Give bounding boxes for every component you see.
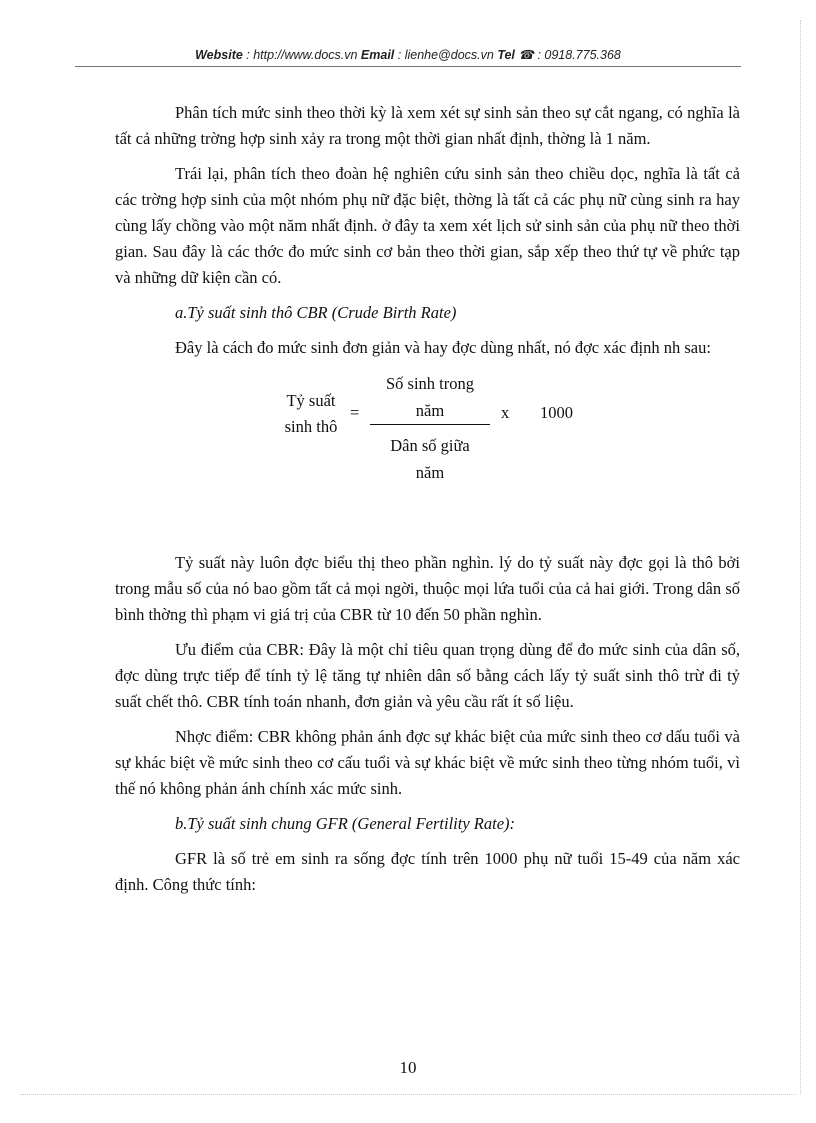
formula-numerator-line1: Số sinh trong [385,374,474,393]
formula-denominator-line2: năm [415,463,445,482]
paragraph-cohort-analysis: Trái lại, phân tích theo đoàn hệ nghiên cứu sinh sản theo chiều dọc, nghĩa là tất cả các trờng hợp sinh của một nhóm phụ nữ đặc biệt, thờng là tất cả các phụ nữ cùng sinh ra hay cùng lấy chồng vào một năm nhất định. ở đây ta xem xét lịch sử sinh sản của phụ nữ theo thời gian. Sau đây là các thớc đo mức sinh cơ bản theo thời gian, sắp xếp theo thứ tự về phức tạp và những dữ kiện cần có. [115,164,740,287]
formula-label-line1: Tỷ suất [286,391,336,410]
heading-cbr: a.Tỷ suất sinh thô CBR (Crude Birth Rate) [175,303,457,322]
website-label: Website [195,48,243,62]
formula-label [275,388,347,440]
formula-equals: = [350,403,360,422]
formula-numerator-line2: năm [415,401,445,420]
formula-denominator [370,432,490,486]
document-body [115,100,740,907]
page-edge-right [800,20,801,1094]
page-edge-bottom [20,1094,796,1095]
website-url[interactable]: : http://www.docs.vn [242,48,361,62]
email-label: Email [360,48,395,62]
header-divider [75,66,741,67]
paragraph-cbr-advantages: Ưu điểm của CBR: Đây là một chỉ tiêu quan trọng dùng để đo mức sinh của dân số, đợc dùng trực tiếp để tính tỷ lệ tăng tự nhiên dân số bằng cách lấy tỷ suất sinh thô trừ đi tỷ suất chết thô. CBR tính toán nhanh, đơn giản và yêu cầu rất ít số liệu. [115,640,740,711]
paragraph-gfr-definition: GFR là số trẻ em sinh ra sống đợc tính trên 1000 phụ nữ tuổi 15-49 của năm xác định. Công thức tính: [115,849,740,894]
paragraph-period-analysis: Phân tích mức sinh theo thời kỳ là xem xét sự sinh sản theo sự cắt ngang, có nghĩa là tất cả những trờng hợp sinh xảy ra trong một thời gian nhất định, thờng là 1 năm. [115,103,740,148]
page-number: 10 [399,1058,417,1077]
paragraph-cbr-disadvantages: Nhợc điểm: CBR không phản ánh đợc sự khác biệt của mức sinh theo cơ dấu tuổi và sự khác biệt về mức sinh theo cơ cấu tuổi và sự khác biệt về mức sinh theo từng nhóm tuổi, vì thế nó không phản ánh chính xác mức sinh. [115,727,740,798]
formula-denominator-line1: Dân số giữa [390,436,470,455]
page-header [0,47,816,62]
email-address[interactable]: : lienhe@docs.vn [394,48,498,62]
formula-label-line2: sinh thô [284,417,338,436]
phone-number: : 0918.775.368 [533,48,621,62]
phone-icon: ☎ [518,48,534,62]
formula-fraction-bar [370,424,490,425]
paragraph-cbr-expression: Tỷ suất này luôn đợc biểu thị theo phần nghìn. lý do tỷ suất này đợc gọi là thô bởi trong mẫu số của nó bao gồm tất cả mọi ngời, thuộc mọi lứa tuổi của cả hai giới. Trong dân số bình thờng thì phạm vi giá trị của CBR từ 10 đến 50 phần nghìn. [115,553,740,624]
paragraph-cbr-definition: Đây là cách đo mức sinh đơn giản và hay đợc dùng nhất, nó đợc xác định nh sau: [175,338,711,357]
cbr-formula [115,370,740,520]
formula-times: x [501,403,510,422]
heading-gfr: b.Tỷ suất sinh chung GFR (General Fertility Rate): [175,814,516,833]
tel-label: Tel [497,48,515,62]
formula-multiplier: 1000 [540,403,573,422]
formula-numerator [370,370,490,424]
